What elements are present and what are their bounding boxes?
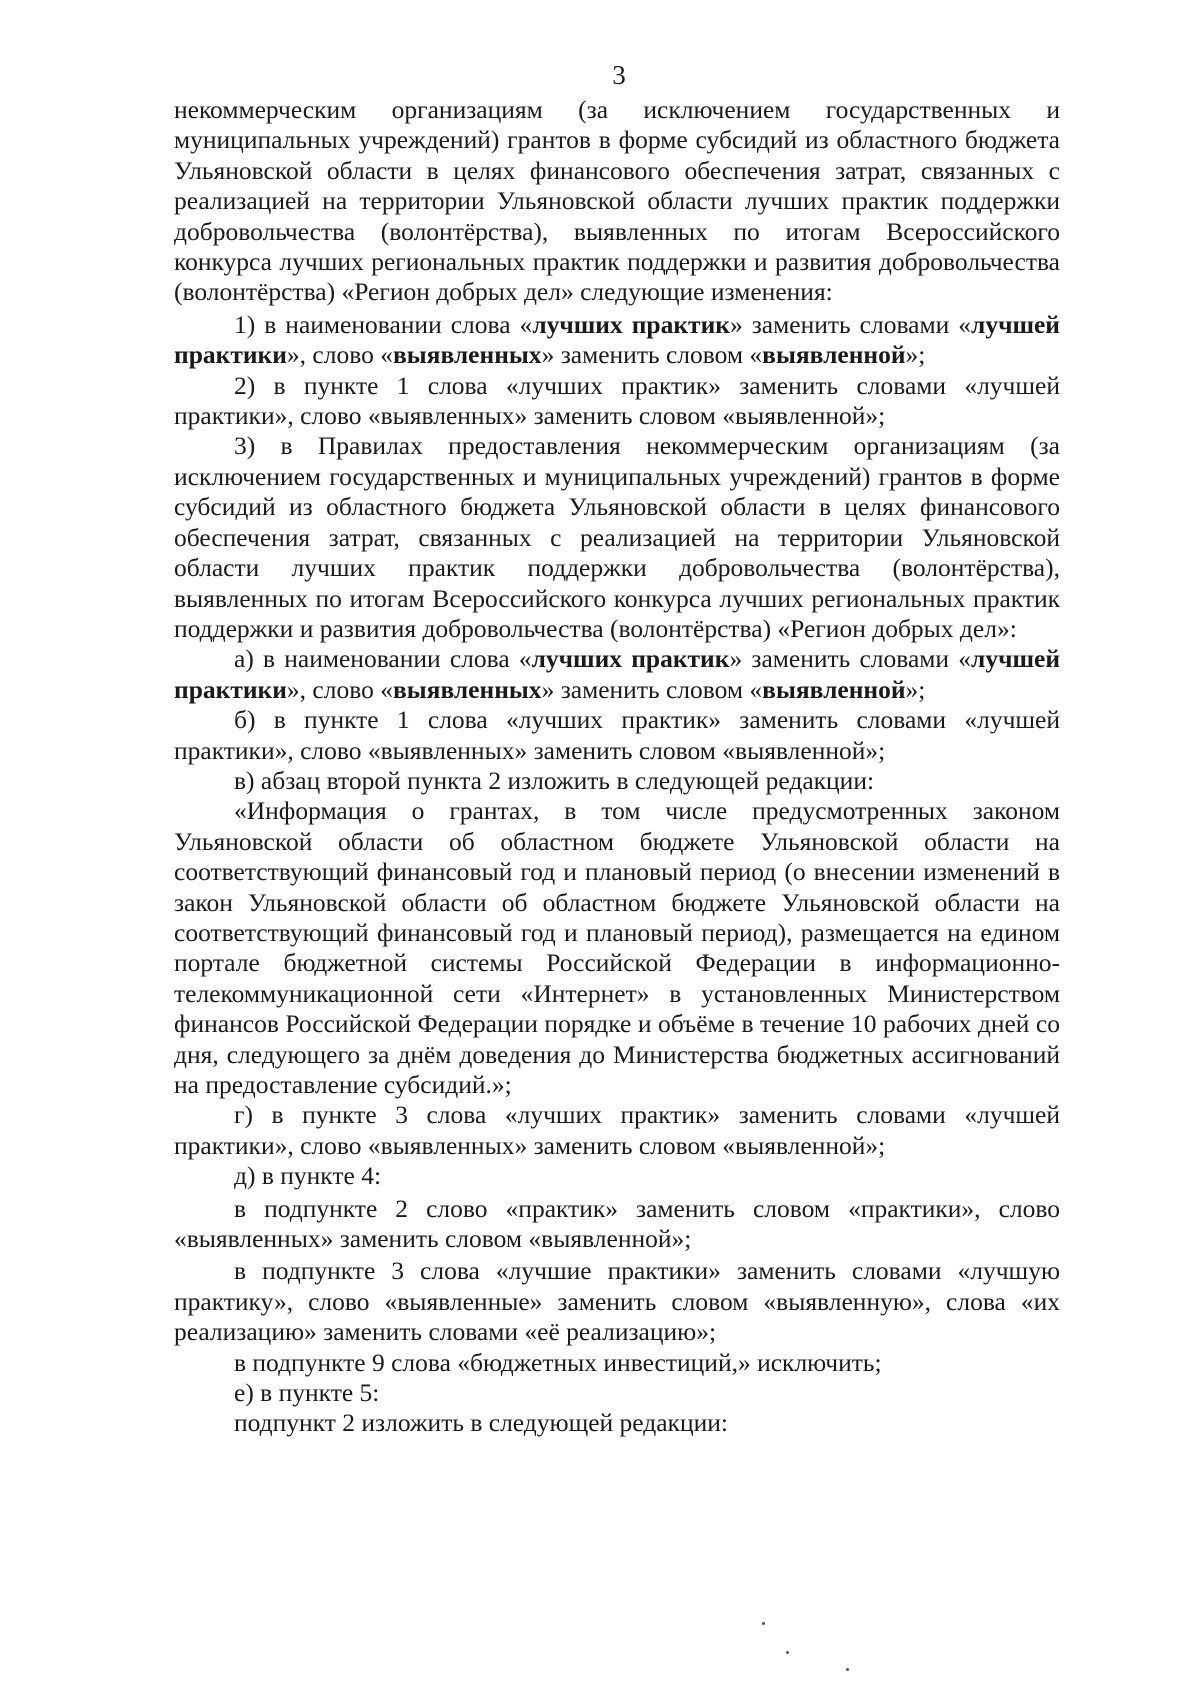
scan-speck <box>762 1622 765 1625</box>
paragraph-last: подпункт 2 изложить в следующей редакции: <box>234 1408 728 1438</box>
paragraph-item-3: 3) в Правилах предоставления некоммерческим организациям (за исключением государственных и муниципальных учреждений) грантов в форме субсидий из областного бюджета Ульяновской области в целях финансового обеспечения затрат, связанных с реализацией на территории Ульяновской области лучших практик поддержки добровольчества (волонтёрства), выявленных по итогам Всероссийского конкурса лучших региональных практик поддержки и развития добровольчества (волонтёрства) «Регион добрых дел»: <box>174 431 1060 643</box>
bold-text-run: лучших практик <box>531 644 730 674</box>
text-run: »; <box>905 674 926 704</box>
paragraph-item-2: 2) в пункте 1 слова «лучших практик» заменить словами «лучшей практики», слово «выявленных» заменить словом «выявленной»; <box>174 370 1060 431</box>
paragraph-item-3b: б) в пункте 1 слова «лучших практик» заменить словами «лучшей практики», слово «выявленных» заменить словом «выявленной»; <box>174 705 1060 765</box>
document-body <box>174 95 1060 1439</box>
page-number: 3 <box>612 60 626 90</box>
bold-text-run: лучшей практики <box>174 644 1061 704</box>
paragraph-item-1 <box>174 310 1060 371</box>
scan-speck <box>786 1651 789 1654</box>
paragraph-item-3d: д) в пункте 4: <box>234 1161 382 1191</box>
text-run: » заменить словом « <box>541 674 763 704</box>
text-run: 1) в наименовании слова « <box>234 309 533 339</box>
bold-text-run: выявленной <box>762 340 906 370</box>
text-run: » заменить словами « <box>729 309 972 339</box>
paragraph-intro: некоммерческим организациям (за исключением государственных и муниципальных учреждений) грантов в форме субсидий из областного бюджета Ульяновской области в целях финансового обеспечения затрат, связанных с реализацией на территории Ульяновской области лучших практик поддержки добровольчества (волонтёрства), выявленных по итогам Всероссийского конкурса лучших региональных практик поддержки и развития добровольчества (волонтёрства) «Регион добрых дел» следующие изменения: <box>174 95 1060 307</box>
text-run: », слово « <box>286 674 393 704</box>
paragraph-item-3a <box>174 644 1060 705</box>
text-run: », слово « <box>286 340 393 370</box>
paragraph-quote: «Информация о грантах, в том числе предусмотренных законом Ульяновской области об областном бюджете Ульяновской области на соответствующий финансовый год и плановый период (о внесении изменений в закон Ульяновской области об областном бюджете Ульяновской области на соответствующий финансовый год и плановый период), размещается на едином портале бюджетной системы Российской Федерации в информационно-телекоммуникационной сети «Интернет» в установленных Министерством финансов Российской Федерации порядке и объёме в течение 10 рабочих дней со дня, следующего за днём доведения до Министерства бюджетных ассигнований на предоставление субсидий.»; <box>174 796 1060 1099</box>
text-run: а) в наименовании слова « <box>234 644 532 674</box>
bold-text-run: выявленной <box>762 674 906 704</box>
paragraph-item-3e: е) в пункте 5: <box>234 1378 380 1408</box>
paragraph-subitem-9: в подпункте 9 слова «бюджетных инвестиций,» исключить; <box>234 1347 882 1377</box>
paragraph-subitem-3: в подпункте 3 слова «лучшие практики» заменить словами «лучшую практику», слово «выявленные» заменить словом «выявленную», слова «их реализацию» заменить словами «её реализацию»; <box>174 1256 1060 1347</box>
scan-speck <box>846 1668 849 1671</box>
bold-text-run: выявленных <box>392 674 542 704</box>
text-run: »; <box>905 340 926 370</box>
bold-text-run: выявленных <box>392 340 542 370</box>
bold-text-run: лучшей практики <box>174 309 1060 370</box>
paragraph-item-3g: г) в пункте 3 слова «лучших практик» заменить словами «лучшей практики», слово «выявленных» заменить словом «выявленной»; <box>174 1100 1060 1160</box>
text-run: » заменить словами « <box>729 644 972 674</box>
text-run: » заменить словом « <box>541 340 763 370</box>
paragraph-subitem-2: в подпункте 2 слово «практик» заменить словом «практики», слово «выявленных» заменить словом «выявленной»; <box>174 1193 1060 1254</box>
paragraph-item-3v: в) абзац второй пункта 2 изложить в следующей редакции: <box>234 765 875 795</box>
bold-text-run: лучших практик <box>532 309 730 339</box>
